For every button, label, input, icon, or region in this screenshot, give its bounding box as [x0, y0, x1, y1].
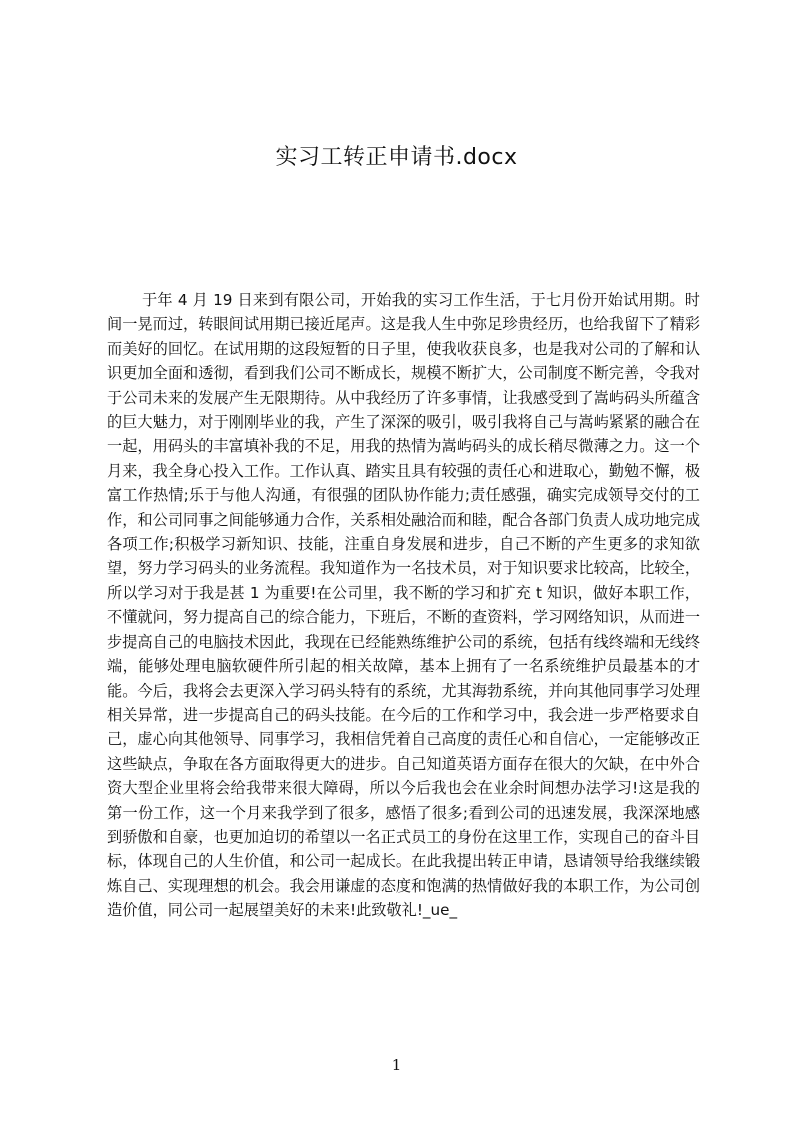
- page-number: 1: [391, 1056, 402, 1074]
- body-paragraph: 于年 4 月 19 日来到有限公司，开始我的实习工作生活，于七月份开始试用期。时间一晃而过，转眼间试用期已接近尾声。这是我人生中弥足珍贵经历，也给我留下了精彩而美好的回忆。在试用期的这段短暂的日子里，使我收获良多，也是我对公司的了解和认识更加全面和透彻，看到我们公司不断成长，规模不断扩大，公司制度不断完善，令我对于公司未来的发展产生无限期待。从中我经历了许多事情，让我感受到了嵩屿码头所蕴含的巨大魅力，对于刚刚毕业的我，产生了深深的吸引，吸引我将自己与嵩屿紧紧的融合在一起，用码头的丰富填补我的不足，用我的热情为嵩屿码头的成长稍尽微薄之力。这一个月来，我全身心投入工作。工作认真、踏实且具有较强的责任心和进取心，勤勉不懈，极富工作热情;乐于与他人沟通，有很强的团队协作能力;责任感强，确实完成领导交付的工作，和公司同事之间能够通力合作，关系相处融洽而和睦，配合各部门负责人成功地完成各项工作;积极学习新知识、技能，注重自身发展和进步，自己不断的产生更多的求知欲望，努力学习码头的业务流程。我知道作为一名技术员，对于知识要求比较高，比较全，所以学习对于我是甚 1 为重要!在公司里，我不断的学习和扩充 t 知识，做好本职工作，不懂就问，努力提高自己的综合能力，下班后，不断的查资料，学习网络知识，从而进一步提高自己的电脑技术因此，我现在已经能熟练维护公司的系统，包括有线终端和无线终端，能够处理电脑软硬件所引起的相关故障，基本上拥有了一名系统维护员最基本的才能。今后，我将会去更深入学习码头特有的系统，尤其海勃系统，并向其他同事学习处理相关异常，进一步提高自己的码头技能。在今后的工作和学习中，我会进一步严格要求自己，虚心向其他领导、同事学习，我相信凭着自己高度的责任心和自信心，一定能够改正这些缺点，争取在各方面取得更大的进步。自己知道英语方面存在很大的欠缺，在中外合资大型企业里将会给我带来很大障碍，所以今后我也会在业余时间想办法学习!这是我的第一份工作，这一个月来我学到了很多，感悟了很多;看到公司的迅速发展，我深深地感到骄傲和自豪，也更加迫切的希望以一名正式员工的身份在这里工作，实现自己的奋斗目标，体现自己的人生价值，和公司一起成长。在此我提出转正申请，恳请领导给我继续锻炼自己、实现理想的机会。我会用谦虚的态度和饱满的热情做好我的本职工作，为公司创造价值，同公司一起展望美好的未来!此致敬礼!_ue_: [107, 291, 700, 920]
- document-title: 实习工转正申请书.docx: [275, 145, 518, 170]
